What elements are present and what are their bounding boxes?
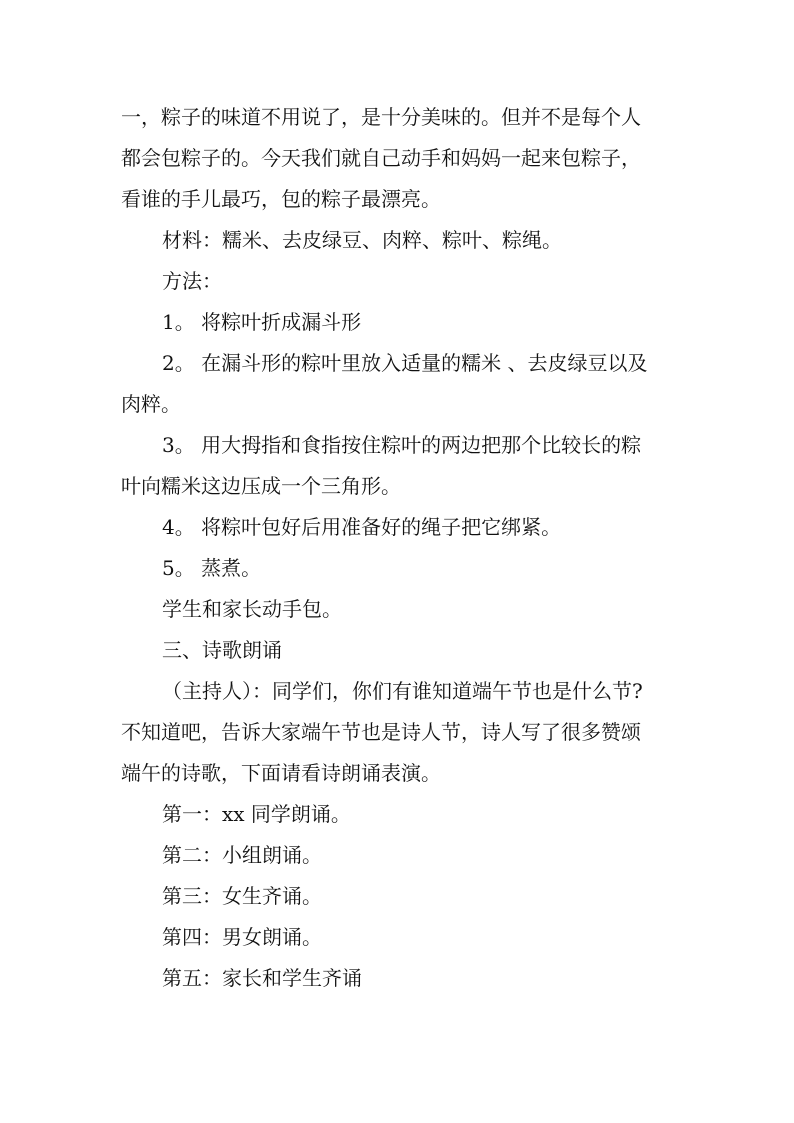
list-item: 4。 将粽叶包好后用准备好的绳子把它绑紧。 — [162, 515, 562, 539]
list-item: 5。 蒸煮。 — [162, 556, 262, 580]
list-item: 第五：家长和学生齐诵 — [162, 966, 362, 990]
text-line: 端午的诗歌，下面请看诗朗诵表演。 — [121, 761, 441, 785]
text-line: 看谁的手儿最巧，包的粽子最漂亮。 — [121, 187, 441, 211]
text-line: 方法： — [162, 269, 222, 293]
text-line: 肉粹。 — [121, 392, 181, 416]
text-line: 学生和家长动手包。 — [162, 597, 342, 621]
list-item: 第二：小组朗诵。 — [162, 843, 322, 867]
text-line: 一，粽子的味道不用说了，是十分美味的。但并不是每个人 — [121, 105, 641, 129]
section-heading: 三、诗歌朗诵 — [162, 638, 282, 662]
list-item: 第一：xx 同学朗诵。 — [162, 802, 351, 826]
list-item: 第三：女生齐诵。 — [162, 884, 322, 908]
list-item: 1。 将粽叶折成漏斗形 — [162, 310, 362, 334]
text-line: （主持人）：同学们，你们有谁知道端午节也是什么节? — [162, 679, 643, 703]
list-item: 第四：男女朗诵。 — [162, 925, 322, 949]
text-line: 都会包粽子的。今天我们就自己动手和妈妈一起来包粽子， — [121, 146, 641, 170]
list-item: 2。 在漏斗形的粽叶里放入适量的糯米 、去皮绿豆以及 — [162, 351, 648, 375]
text-line: 叶向糯米这边压成一个三角形。 — [121, 474, 401, 498]
text-line: 不知道吧，告诉大家端午节也是诗人节，诗人写了很多赞颂 — [121, 720, 641, 744]
list-item: 3。 用大拇指和食指按住粽叶的两边把那个比较长的粽 — [162, 433, 642, 457]
text-line: 材料：糯米、去皮绿豆、肉粹、粽叶、粽绳。 — [162, 228, 562, 252]
